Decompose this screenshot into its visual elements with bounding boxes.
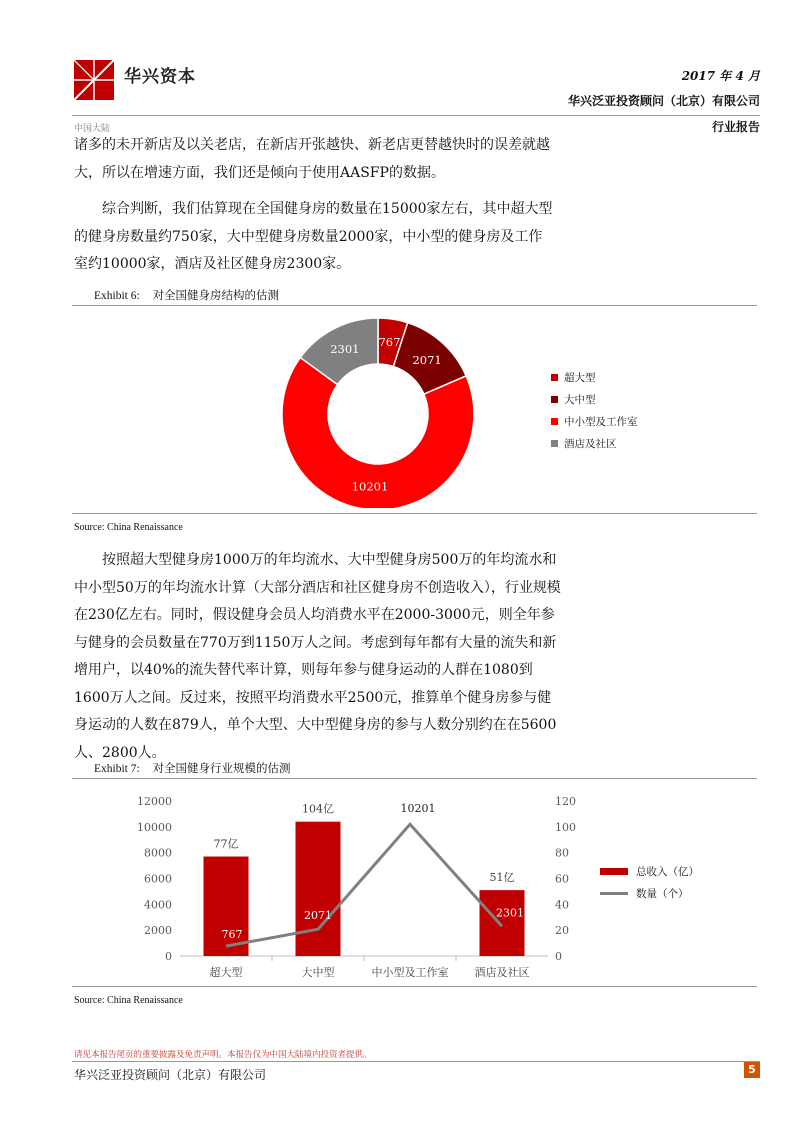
exhibit-7-label: Exhibit 7: [94, 763, 140, 775]
count-data-label: 2301 [496, 906, 524, 920]
right-axis-tick: 100 [555, 820, 576, 834]
x-axis-category-label: 大中型 [301, 966, 335, 979]
revenue-bar [480, 890, 525, 956]
legend-hotel-community [551, 436, 617, 451]
report-type: 行业报告 [711, 120, 760, 134]
footer-company: 华兴泛亚投资顾问（北京）有限公司 [74, 1068, 267, 1082]
paragraph-3-text: 按照超大型健身房1000万的年均流水、大中型健身房500万的年均流水和中小型50万的年均流水计算（大部分酒店和社区健身房不创造收入），行业规模在230亿左右。同时，假设健身会员人均消费水平在2000-3000元，则全年参与健身的会员数量在770万到1150万人之间。考虑到每年都有大量的流失和新增用户，以40%的流失替代率计算，则每年参与健身运动的人群在1080到1600万人之间。反过来，按照平均消费水平2500元，推算单个健身房参与健身运动的人数在879人，单个大型、大中型健身房的参与人数分别约在在5600人、2800人。 [74, 552, 561, 761]
page-number: 5 [744, 1062, 760, 1078]
company-name: 华兴泛亚投资顾问（北京）有限公司 [567, 94, 760, 108]
exhibit-6-title: 对全国健身房结构的估测 [152, 290, 280, 302]
report-date: 2017 年 4 月 [681, 69, 760, 83]
donut-data-label: 2301 [330, 341, 360, 356]
exhibit-7-divider [72, 778, 757, 779]
left-axis-tick: 12000 [137, 795, 172, 808]
region-label: 中国大陆 [74, 124, 111, 134]
left-axis-tick: 2000 [144, 924, 172, 938]
exhibit-6-label: Exhibit 6: [94, 290, 140, 302]
company-logo [74, 60, 114, 100]
revenue-data-label: 104亿 [302, 802, 334, 816]
left-axis-tick: 4000 [144, 898, 172, 912]
footer-disclaimer: 请见本报告尾页的重要披露及免责声明。本报告仅为中国大陆境内投资者提供。 [74, 1050, 372, 1060]
legend-count [600, 886, 689, 901]
count-data-label: 10201 [400, 802, 436, 816]
right-axis-tick: 80 [555, 846, 569, 860]
legend-label: 中小型及工作室 [564, 416, 638, 428]
paragraph-2 [74, 196, 554, 279]
legend-swatch [551, 374, 558, 381]
donut-data-label: 767 [378, 334, 401, 349]
legend-large-medium [551, 392, 596, 407]
legend-small-studio [551, 414, 638, 429]
revenue-data-label: 51亿 [489, 871, 515, 885]
donut-data-label: 2071 [412, 353, 442, 368]
legend-swatch [551, 418, 558, 425]
right-axis-tick: 120 [555, 795, 576, 808]
right-axis-tick: 20 [555, 924, 569, 938]
revenue-bar [296, 822, 341, 956]
left-axis-tick: 6000 [144, 872, 172, 886]
paragraph-1-text: 诸多的未开新店及以关老店，在新店开张越快、新老店更替越快时的误差就越大，所以在增速方面，我们还是倾向于使用AASFP的数据。 [74, 137, 550, 181]
right-axis-tick: 0 [555, 950, 562, 963]
legend-label: 数量（个） [636, 888, 689, 900]
footer-divider [72, 1061, 760, 1062]
paragraph-2-text: 综合判断，我们估算现在全国健身房的数量在15000家左右，其中超大型的健身房数量约750家，大中型健身房数量2000家，中小型的健身房及工作室约10000家，酒店及社区健身房2300家。 [74, 201, 553, 272]
exhibit-7-source: Source: China Renaissance [74, 995, 183, 1006]
x-axis-category-label: 酒店及社区 [474, 966, 530, 979]
legend-swatch [600, 892, 628, 895]
left-axis-tick: 8000 [144, 846, 172, 860]
exhibit-6-source: Source: China Renaissance [74, 522, 183, 533]
donut-data-label: 10201 [351, 479, 389, 494]
x-axis-category-label: 超大型 [209, 966, 243, 979]
paragraph-1 [74, 132, 554, 187]
legend-label: 总收入（亿） [636, 866, 699, 878]
donut-chart [270, 308, 490, 508]
count-data-label: 2071 [304, 909, 332, 923]
count-data-label: 767 [221, 928, 243, 942]
legend-revenue [600, 864, 699, 879]
exhibit-6-heading [94, 287, 279, 303]
right-axis-tick: 40 [555, 898, 569, 912]
legend-label: 酒店及社区 [564, 438, 617, 450]
exhibit-7-title: 对全国健身行业规模的估测 [152, 763, 291, 775]
x-axis-category-label: 中小型及工作室 [371, 966, 449, 979]
legend-swatch [600, 868, 628, 875]
legend-label: 超大型 [564, 372, 596, 384]
left-axis-tick: 10000 [137, 820, 172, 834]
exhibit-7-bottom-divider [72, 986, 757, 987]
legend-label: 大中型 [564, 394, 596, 406]
count-line [226, 824, 502, 946]
revenue-data-label: 77亿 [213, 837, 239, 851]
legend-swatch [551, 440, 558, 447]
left-axis-tick: 0 [165, 950, 172, 963]
exhibit-6-bottom-divider [72, 513, 757, 514]
exhibit-7-heading [94, 760, 291, 776]
header-divider [72, 115, 760, 116]
brand-name: 华兴资本 [124, 67, 196, 87]
paragraph-3 [74, 547, 564, 767]
combo-chart [100, 785, 600, 985]
legend-super-large [551, 370, 596, 385]
right-axis-tick: 60 [555, 872, 569, 886]
exhibit-6-divider [72, 305, 757, 306]
legend-swatch [551, 396, 558, 403]
